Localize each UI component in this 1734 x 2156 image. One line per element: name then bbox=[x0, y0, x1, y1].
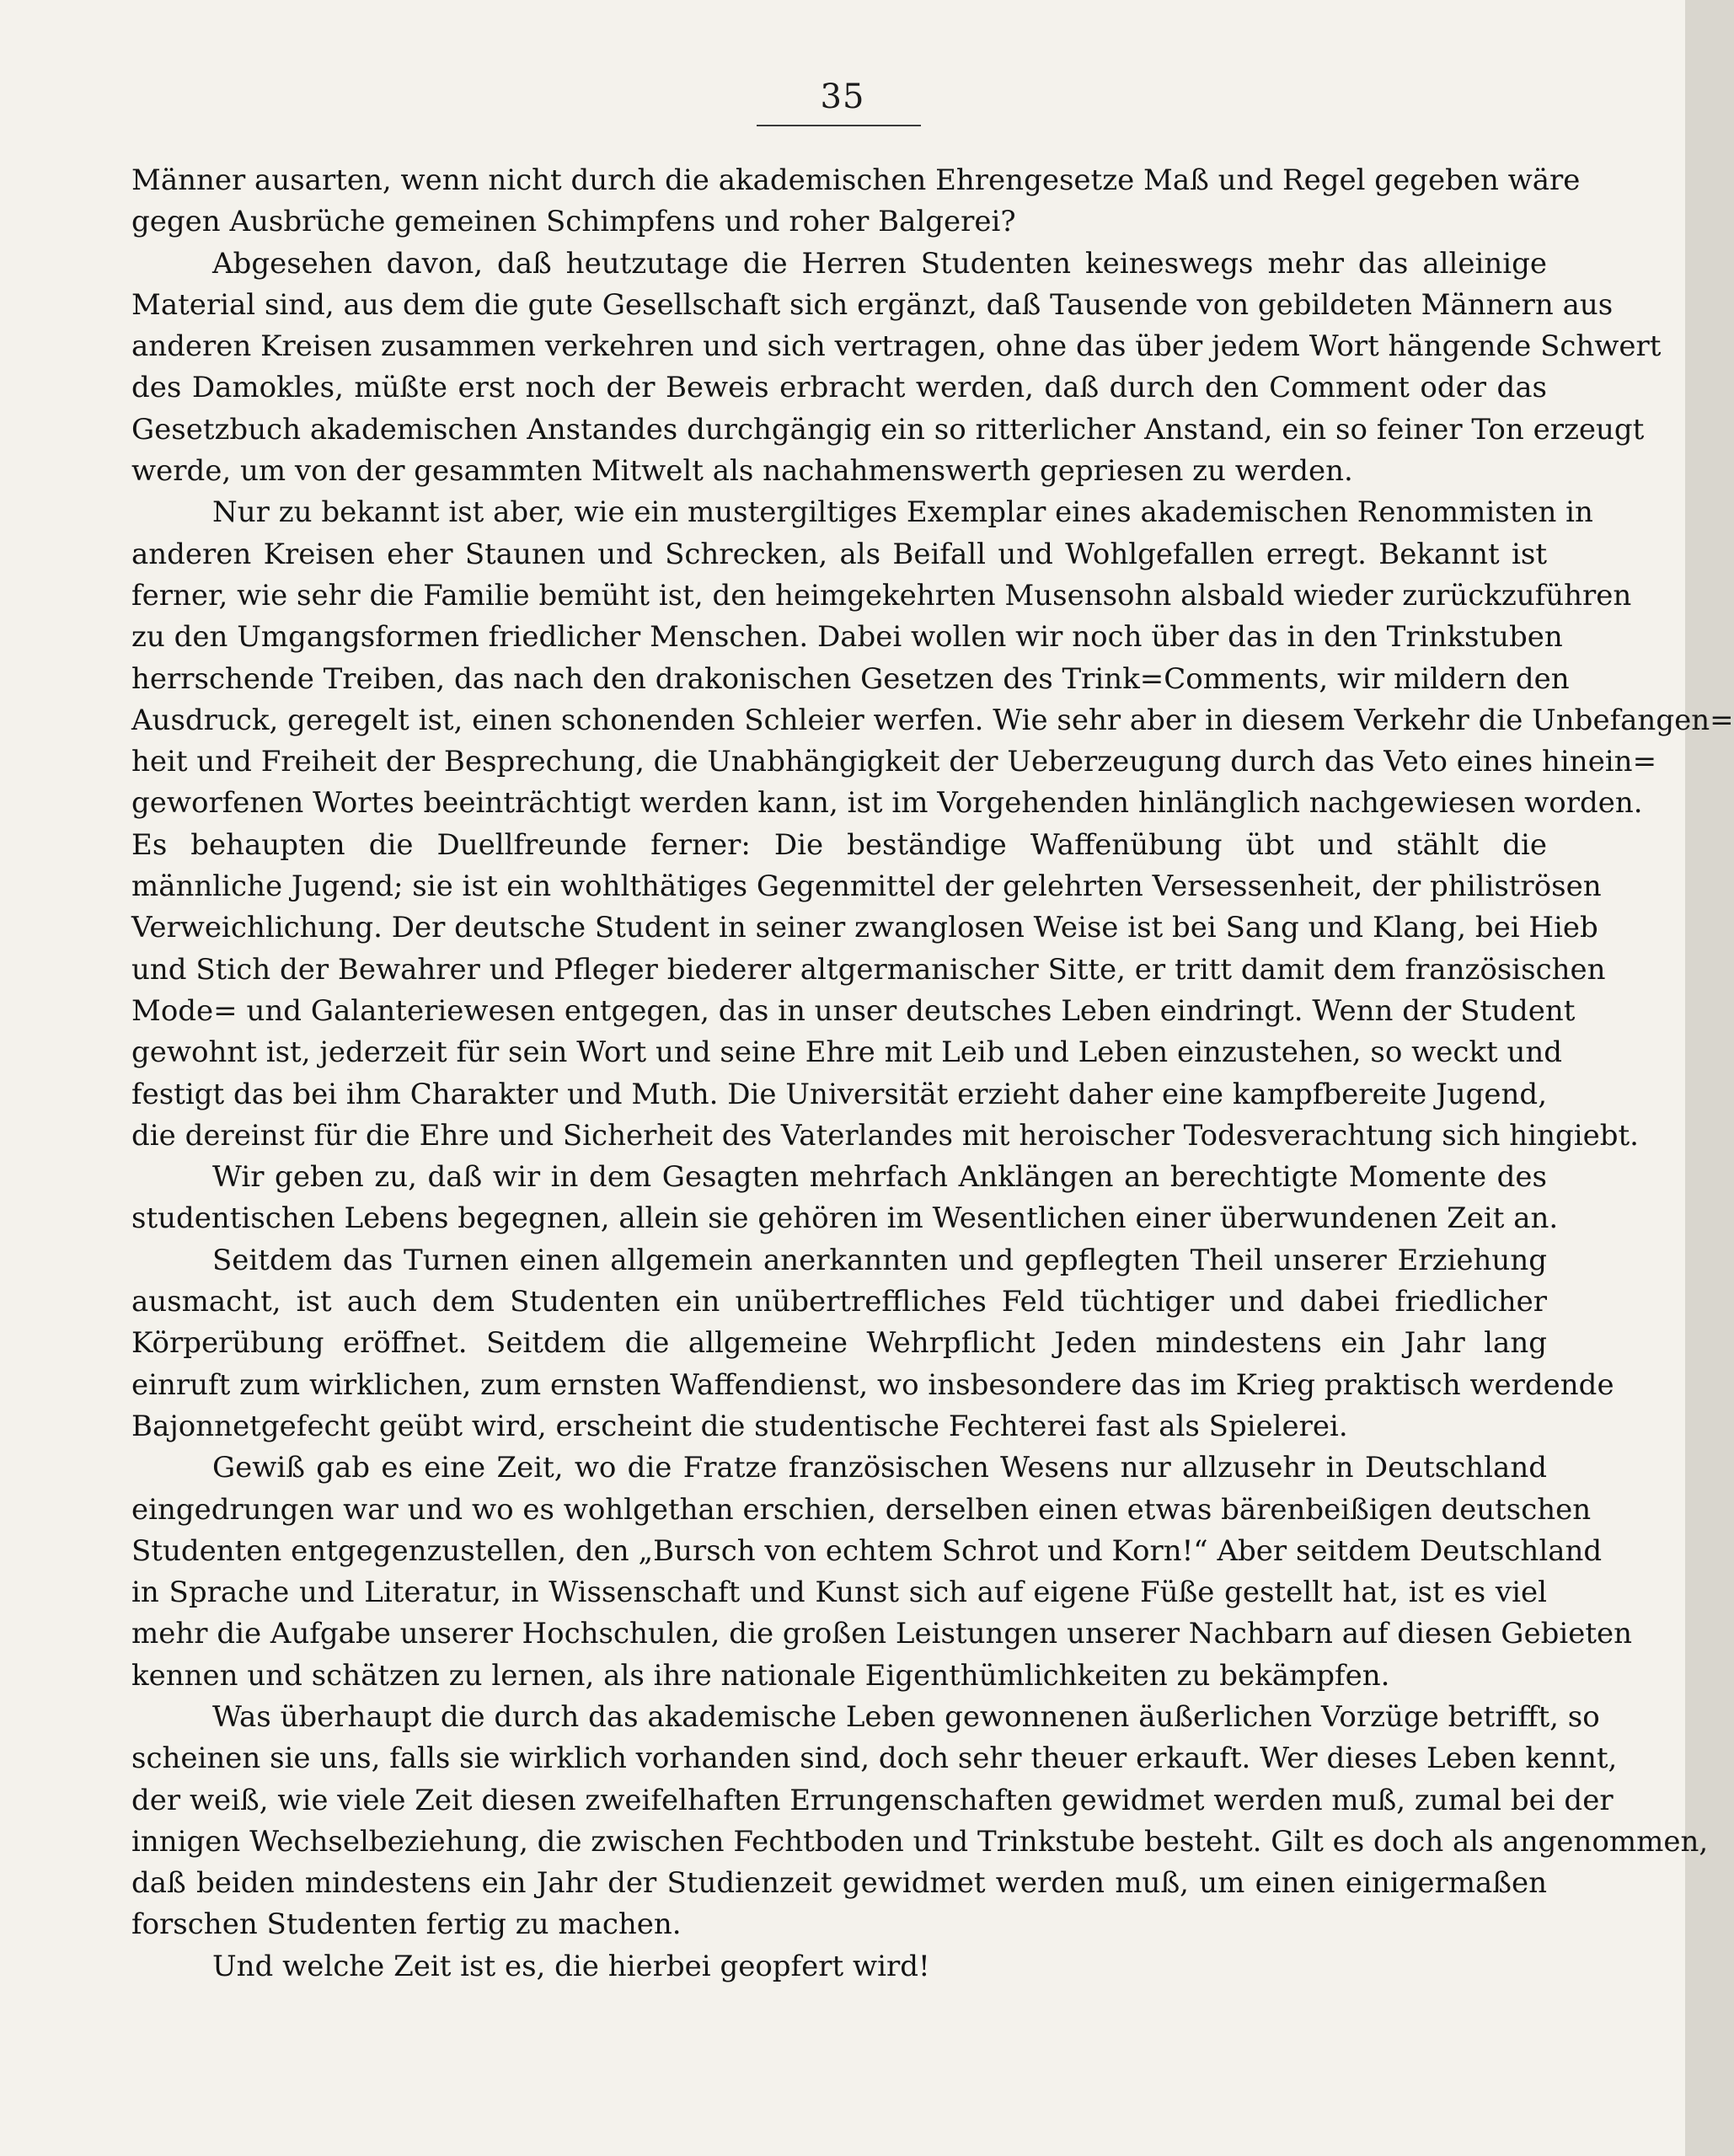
text-line: forschen Studenten fertig zu machen. bbox=[131, 1907, 682, 1942]
paragraph bbox=[131, 1697, 1709, 1946]
text-line: mehr die Aufgabe unserer Hochschulen, die großen Leistungen unserer Nachbarn auf diesen Gebieten bbox=[131, 1617, 1633, 1651]
text-line: und Stich der Bewahrer und Pfleger biederer altgermanischer Sitte, er tritt damit dem französischen bbox=[131, 952, 1606, 987]
paragraph bbox=[131, 825, 1639, 1157]
text-line: Nur zu bekannt ist aber, wie ein mustergiltiges Exemplar eines akademischen Renommisten in bbox=[212, 495, 1593, 530]
paragraph bbox=[131, 243, 1662, 493]
text-line: Bajonnetgefecht geübt wird, erscheint die studentische Fechterei fast als Spielerei. bbox=[131, 1409, 1348, 1443]
text-line: ausmacht, ist auch dem Studenten ein unübertreffliches Feld tüchtiger und dabei friedlicher bbox=[131, 1285, 1547, 1319]
text-line: männliche Jugend; sie ist ein wohlthätiges Gegenmittel der gelehrten Versessenheit, der philiströsen bbox=[131, 869, 1602, 904]
text-line: herrschende Treiben, das nach den drakonischen Gesetzen des Trink=Comments, wir mildern den bbox=[131, 661, 1570, 696]
text-line: werde, um von der gesammten Mitwelt als nachahmenswerth gepriesen zu werden. bbox=[131, 454, 1353, 489]
text-line: eingedrungen war und wo es wohlgethan erschien, derselben einen etwas bärenbeißigen deutschen bbox=[131, 1492, 1592, 1527]
text-line: Mode= und Galanteriewesen entgegen, das in unser deutsches Leben eindringt. Wenn der Student bbox=[131, 993, 1576, 1028]
page-number-rule bbox=[757, 125, 921, 126]
paragraph bbox=[131, 1946, 1547, 1987]
text-line: festigt das bei ihm Charakter und Muth. Die Universität erzieht daher eine kampfbereite Jugend, bbox=[131, 1077, 1547, 1111]
body-text bbox=[131, 160, 1734, 1987]
text-line: anderen Kreisen eher Staunen und Schrecken, als Beifall und Wohlgefallen erregt. Bekannt ist bbox=[131, 537, 1547, 571]
text-line: kennen und schätzen zu lernen, als ihre nationale Eigenthümlichkeiten zu bekämpfen. bbox=[131, 1658, 1390, 1693]
text-line: Verweichlichung. Der deutsche Student in seiner zwanglosen Weise ist bei Sang und Klang, bei Hieb bbox=[131, 911, 1598, 945]
paragraph bbox=[131, 1240, 1614, 1447]
text-line: Männer ausarten, wenn nicht durch die akademischen Ehrengesetze Maß und Regel gegeben wäre bbox=[131, 163, 1581, 197]
text-line: Material sind, aus dem die gute Gesellschaft sich ergänzt, daß Tausende von gebildeten Männern aus bbox=[131, 287, 1614, 322]
text-line: des Damokles, müßte erst noch der Beweis erbracht werden, daß durch den Comment oder das bbox=[131, 371, 1547, 405]
text-line: innigen Wechselbeziehung, die zwischen Fechtboden und Trinkstube besteht. Gilt es doch als angenommen, bbox=[131, 1824, 1709, 1859]
paragraph bbox=[131, 1447, 1633, 1697]
text-line: Und welche Zeit ist es, die hierbei geopfert wird! bbox=[212, 1949, 930, 1983]
text-line: ferner, wie sehr die Familie bemüht ist, den heimgekehrten Musensohn alsbald wieder zurückzuführen bbox=[131, 578, 1632, 613]
text-line: gegen Ausbrüche gemeinen Schimpfens und roher Balgerei? bbox=[131, 205, 1016, 239]
text-line: Wir geben zu, daß wir in dem Gesagten mehrfach Anklängen an berechtigte Momente des bbox=[212, 1160, 1547, 1195]
text-line: die dereinst für die Ehre und Sicherheit des Vaterlandes mit heroischer Todesverachtung sich hingiebt. bbox=[131, 1118, 1639, 1153]
text-line: studentischen Lebens begegnen, allein sie gehören im Wesentlichen einer überwundenen Zeit an. bbox=[131, 1201, 1559, 1236]
text-line: Ausdruck, geregelt ist, einen schonenden Schleier werfen. Wie sehr aber in diesem Verkehr die Unbefangen= bbox=[131, 703, 1734, 737]
text-line: Seitdem das Turnen einen allgemein anerkannten und gepflegten Theil unserer Erziehung bbox=[212, 1243, 1547, 1277]
text-line: Gewiß gab es eine Zeit, wo die Fratze französischen Wesens nur allzusehr in Deutschland bbox=[212, 1451, 1547, 1485]
text-line: daß beiden mindestens ein Jahr der Studienzeit gewidmet werden muß, um einen einigermaßen bbox=[131, 1866, 1547, 1901]
text-line: Studenten entgegenzustellen, den „Bursch von echtem Schrot und Korn!“ Aber seitdem Deutschland bbox=[131, 1533, 1603, 1568]
text-line: gewohnt ist, jederzeit für sein Wort und seine Ehre mit Leib und Leben einzustehen, so weckt und bbox=[131, 1035, 1563, 1070]
text-line: der weiß, wie viele Zeit diesen zweifelhaften Errungenschaften gewidmet werden muß, zumal bei der bbox=[131, 1783, 1614, 1817]
text-line: Körperübung eröffnet. Seitdem die allgemeine Wehrpflicht Jeden mindestens ein Jahr lang bbox=[131, 1326, 1547, 1361]
text-line: Gesetzbuch akademischen Anstandes durchgängig ein so ritterlicher Anstand, ein so feiner Ton erzeugt bbox=[131, 412, 1645, 447]
text-line: geworfenen Wortes beeinträchtigt werden kann, ist im Vorgehenden hinlänglich nachgewiesen worden. bbox=[131, 786, 1643, 821]
paragraph bbox=[131, 492, 1734, 824]
paragraph bbox=[131, 160, 1581, 243]
text-line: anderen Kreisen zusammen verkehren und sich vertragen, ohne das über jedem Wort hängende Schwert bbox=[131, 329, 1662, 364]
text-line: einruft zum wirklichen, zum ernsten Waffendienst, wo insbesondere das im Krieg praktisch werdende bbox=[131, 1367, 1614, 1402]
text-line: zu den Umgangsformen friedlicher Menschen. Dabei wollen wir noch über das in den Trinkstuben bbox=[131, 620, 1563, 655]
text-line: in Sprache und Literatur, in Wissenschaft und Kunst sich auf eigene Füße gestellt hat, ist es viel bbox=[131, 1576, 1547, 1610]
text-line: scheinen sie uns, falls sie wirklich vorhanden sind, doch sehr theuer erkauft. Wer dieses Leben kennt, bbox=[131, 1741, 1618, 1776]
text-line: Es behaupten die Duellfreunde ferner: Die beständige Waffenübung übt und stählt die bbox=[131, 827, 1547, 862]
text-line: Was überhaupt die durch das akademische Leben gewonnenen äußerlichen Vorzüge betrifft, so bbox=[212, 1699, 1600, 1734]
page-number: 35 bbox=[820, 78, 865, 116]
paragraph bbox=[131, 1157, 1559, 1240]
text-line: heit und Freiheit der Besprechung, die Unabhängigkeit der Ueberzeugung durch das Veto eines hinein= bbox=[131, 745, 1657, 779]
text-line: Abgesehen davon, daß heutzutage die Herren Studenten keineswegs mehr das alleinige bbox=[212, 246, 1547, 281]
